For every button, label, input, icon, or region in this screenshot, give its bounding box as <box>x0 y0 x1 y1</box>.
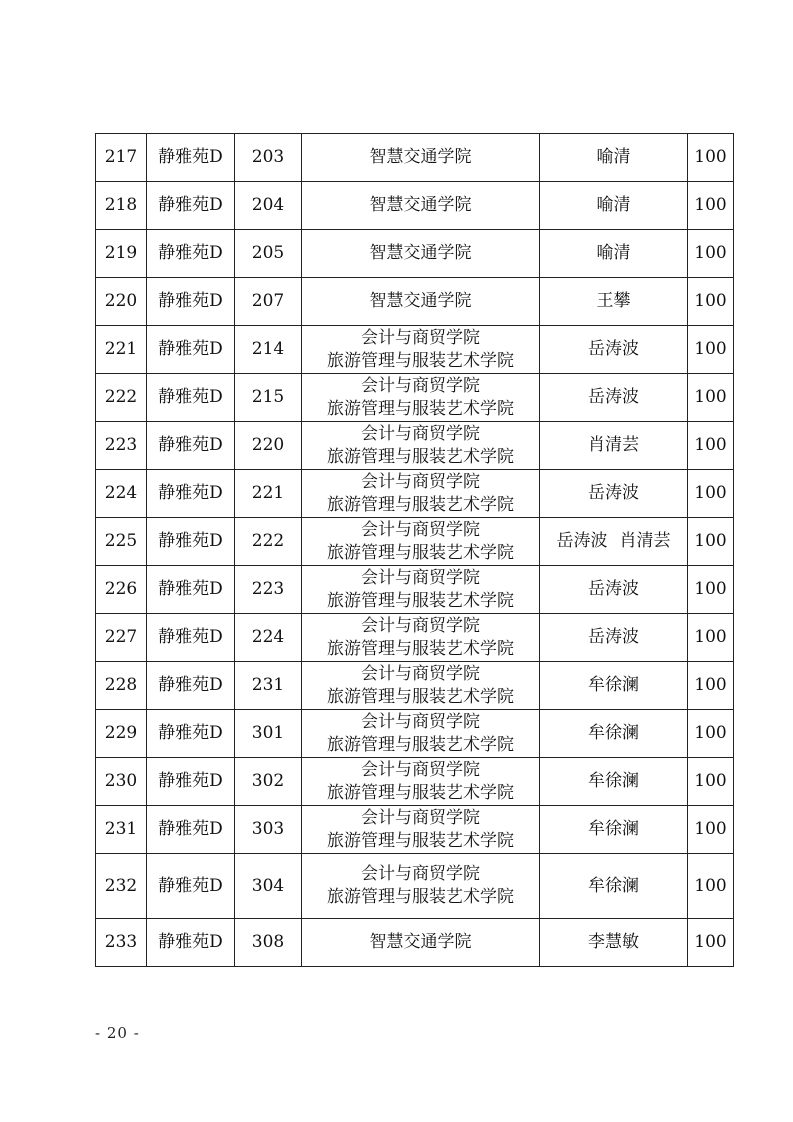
teacher-name: 岳涛波 <box>588 627 639 647</box>
room-number-cell: 224 <box>235 614 302 662</box>
room-number-cell: 214 <box>235 326 302 374</box>
college-name: 会计与商贸学院 <box>361 327 480 348</box>
college-name: 旅游管理与服装艺术学院 <box>327 686 514 707</box>
score-cell: 100 <box>688 806 734 854</box>
teacher-cell <box>540 854 688 919</box>
teacher-cell <box>540 806 688 854</box>
building-cell: 静雅苑D <box>147 806 235 854</box>
teacher-name: 喻清 <box>596 243 631 263</box>
room-number-cell: 205 <box>235 230 302 278</box>
college-cell <box>302 326 540 374</box>
college-name: 旅游管理与服装艺术学院 <box>327 782 514 803</box>
college-name: 会计与商贸学院 <box>361 864 480 884</box>
room-number-cell: 222 <box>235 518 302 566</box>
college-name: 会计与商贸学院 <box>361 663 480 684</box>
college-cell <box>302 806 540 854</box>
college-name: 旅游管理与服装艺术学院 <box>327 638 514 659</box>
row-number-cell: 217 <box>96 134 147 182</box>
table-row <box>96 230 734 278</box>
room-number-cell: 204 <box>235 182 302 230</box>
building-cell: 静雅苑D <box>147 374 235 422</box>
college-cell <box>302 422 540 470</box>
table-row <box>96 662 734 710</box>
table-row <box>96 470 734 518</box>
room-number-cell: 221 <box>235 470 302 518</box>
row-number-cell: 220 <box>96 278 147 326</box>
room-number-cell: 220 <box>235 422 302 470</box>
table-row <box>96 919 734 967</box>
teacher-cell <box>540 919 688 967</box>
college-cell <box>302 662 540 710</box>
score-cell: 100 <box>688 134 734 182</box>
building-cell: 静雅苑D <box>147 614 235 662</box>
building-cell: 静雅苑D <box>147 854 235 919</box>
score-cell: 100 <box>688 182 734 230</box>
college-name: 旅游管理与服装艺术学院 <box>327 398 514 419</box>
row-number-cell: 222 <box>96 374 147 422</box>
college-name: 会计与商贸学院 <box>361 615 480 636</box>
table-row <box>96 518 734 566</box>
row-number-cell: 230 <box>96 758 147 806</box>
teacher-name: 牟徐澜 <box>588 819 639 839</box>
room-number-cell: 303 <box>235 806 302 854</box>
college-name: 智慧交通学院 <box>369 243 472 263</box>
room-number-cell: 231 <box>235 662 302 710</box>
college-name: 智慧交通学院 <box>369 932 472 952</box>
score-cell: 100 <box>688 758 734 806</box>
score-cell: 100 <box>688 566 734 614</box>
college-cell <box>302 230 540 278</box>
table-row <box>96 326 734 374</box>
score-cell: 100 <box>688 326 734 374</box>
building-cell: 静雅苑D <box>147 278 235 326</box>
score-cell: 100 <box>688 518 734 566</box>
teacher-name: 牟徐澜 <box>588 875 639 896</box>
table-row <box>96 422 734 470</box>
room-number-cell: 304 <box>235 854 302 919</box>
table-row <box>96 758 734 806</box>
college-cell <box>302 134 540 182</box>
teacher-name: 岳涛波 <box>588 387 639 407</box>
row-number-cell: 229 <box>96 710 147 758</box>
teacher-name: 李慧敏 <box>588 932 639 952</box>
teacher-cell <box>540 758 688 806</box>
row-number-cell: 225 <box>96 518 147 566</box>
college-cell <box>302 566 540 614</box>
teacher-cell <box>540 134 688 182</box>
teacher-name: 牟徐澜 <box>588 675 639 695</box>
teacher-cell <box>540 518 688 566</box>
teacher-name: 牟徐澜 <box>588 723 639 743</box>
score-cell: 100 <box>688 374 734 422</box>
college-cell <box>302 614 540 662</box>
building-cell: 静雅苑D <box>147 518 235 566</box>
teacher-cell <box>540 374 688 422</box>
college-cell <box>302 374 540 422</box>
college-name: 旅游管理与服装艺术学院 <box>327 734 514 755</box>
building-cell: 静雅苑D <box>147 758 235 806</box>
building-cell: 静雅苑D <box>147 662 235 710</box>
score-cell: 100 <box>688 230 734 278</box>
row-number-cell: 218 <box>96 182 147 230</box>
college-name: 会计与商贸学院 <box>361 471 480 492</box>
college-name: 会计与商贸学院 <box>361 519 480 540</box>
table-row <box>96 278 734 326</box>
college-name: 会计与商贸学院 <box>361 807 480 828</box>
row-number-cell: 224 <box>96 470 147 518</box>
table-body <box>96 134 734 967</box>
table-row <box>96 182 734 230</box>
score-cell: 100 <box>688 662 734 710</box>
score-cell: 100 <box>688 854 734 919</box>
score-cell: 100 <box>688 919 734 967</box>
college-cell <box>302 758 540 806</box>
row-number-cell: 233 <box>96 919 147 967</box>
building-cell: 静雅苑D <box>147 326 235 374</box>
row-number-cell: 228 <box>96 662 147 710</box>
teacher-cell <box>540 182 688 230</box>
college-name: 旅游管理与服装艺术学院 <box>327 887 514 907</box>
row-number-cell: 219 <box>96 230 147 278</box>
teacher-cell <box>540 278 688 326</box>
table-row <box>96 854 734 919</box>
teacher-name: 岳涛波 <box>556 531 608 551</box>
table-row <box>96 806 734 854</box>
college-cell <box>302 518 540 566</box>
college-name: 旅游管理与服装艺术学院 <box>327 590 514 611</box>
teacher-cell <box>540 470 688 518</box>
college-name: 旅游管理与服装艺术学院 <box>327 542 514 563</box>
building-cell: 静雅苑D <box>147 182 235 230</box>
college-name: 智慧交通学院 <box>369 195 472 215</box>
college-cell <box>302 182 540 230</box>
teacher-name: 肖清芸 <box>588 435 639 455</box>
row-number-cell: 221 <box>96 326 147 374</box>
college-name: 会计与商贸学院 <box>361 375 480 396</box>
teacher-cell <box>540 422 688 470</box>
teacher-name: 岳涛波 <box>588 339 639 359</box>
teacher-name: 喻清 <box>596 147 631 167</box>
dormitory-inspection-table <box>95 133 734 967</box>
teacher-cell <box>540 614 688 662</box>
teacher-cell <box>540 710 688 758</box>
score-cell: 100 <box>688 614 734 662</box>
college-name: 智慧交通学院 <box>369 291 472 311</box>
college-name: 旅游管理与服装艺术学院 <box>327 830 514 851</box>
college-cell <box>302 278 540 326</box>
room-number-cell: 215 <box>235 374 302 422</box>
college-name: 会计与商贸学院 <box>361 423 480 444</box>
college-cell <box>302 470 540 518</box>
building-cell: 静雅苑D <box>147 566 235 614</box>
table-row <box>96 566 734 614</box>
teacher-cell <box>540 662 688 710</box>
teacher-cell <box>540 566 688 614</box>
teacher-cell <box>540 326 688 374</box>
college-cell <box>302 710 540 758</box>
score-cell: 100 <box>688 470 734 518</box>
room-number-cell: 207 <box>235 278 302 326</box>
room-number-cell: 301 <box>235 710 302 758</box>
table-row <box>96 374 734 422</box>
score-cell: 100 <box>688 278 734 326</box>
room-number-cell: 203 <box>235 134 302 182</box>
table-row <box>96 614 734 662</box>
room-number-cell: 223 <box>235 566 302 614</box>
teacher-name: 王攀 <box>596 291 631 311</box>
table-row <box>96 134 734 182</box>
page-number: - 20 - <box>95 1024 140 1042</box>
college-name: 智慧交通学院 <box>369 147 472 167</box>
building-cell: 静雅苑D <box>147 710 235 758</box>
row-number-cell: 227 <box>96 614 147 662</box>
building-cell: 静雅苑D <box>147 230 235 278</box>
row-number-cell: 223 <box>96 422 147 470</box>
teacher-name: 喻清 <box>596 195 631 215</box>
college-cell <box>302 854 540 919</box>
teacher-name: 岳涛波 <box>588 483 639 503</box>
college-name: 旅游管理与服装艺术学院 <box>327 350 514 371</box>
score-cell: 100 <box>688 710 734 758</box>
teacher-cell <box>540 230 688 278</box>
building-cell: 静雅苑D <box>147 422 235 470</box>
row-number-cell: 232 <box>96 854 147 919</box>
room-number-cell: 308 <box>235 919 302 967</box>
table-row <box>96 710 734 758</box>
building-cell: 静雅苑D <box>147 919 235 967</box>
row-number-cell: 231 <box>96 806 147 854</box>
college-name: 旅游管理与服装艺术学院 <box>327 446 514 467</box>
teacher-name: 牟徐澜 <box>588 771 639 791</box>
teacher-name: 肖清芸 <box>619 531 671 551</box>
college-name: 会计与商贸学院 <box>361 567 480 588</box>
building-cell: 静雅苑D <box>147 134 235 182</box>
teacher-name: 岳涛波 <box>588 579 639 599</box>
building-cell: 静雅苑D <box>147 470 235 518</box>
college-cell <box>302 919 540 967</box>
score-cell: 100 <box>688 422 734 470</box>
college-name: 会计与商贸学院 <box>361 711 480 732</box>
college-name: 旅游管理与服装艺术学院 <box>327 494 514 515</box>
room-number-cell: 302 <box>235 758 302 806</box>
college-name: 会计与商贸学院 <box>361 759 480 780</box>
row-number-cell: 226 <box>96 566 147 614</box>
